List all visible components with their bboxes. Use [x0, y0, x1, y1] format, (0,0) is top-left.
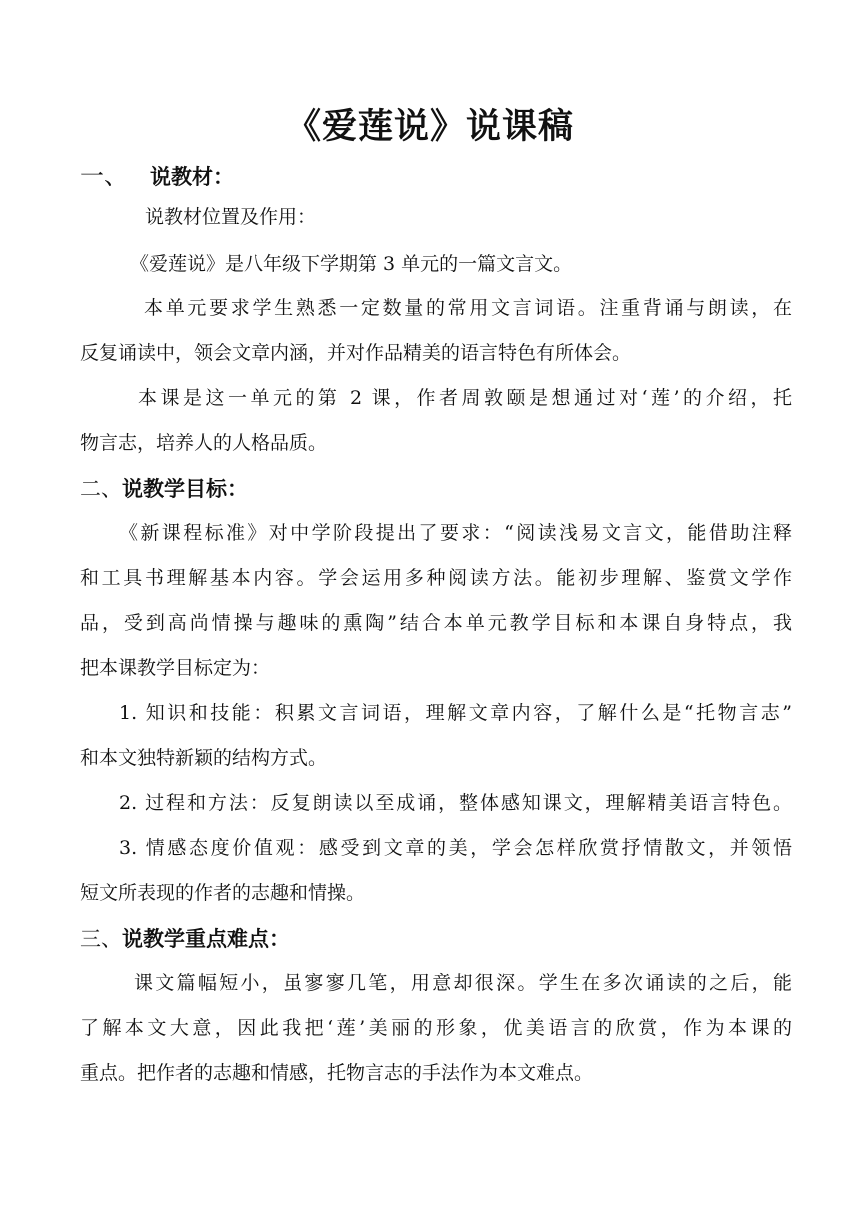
paragraph-line: 《新课程标准》对中学阶段提出了要求：“阅读浅易文言文，能借助注释 [119, 522, 792, 544]
paragraph-line: 2. 过程和方法：反复朗读以至成诵，整体感知课文，理解精美语言特色。 [119, 792, 792, 814]
section-heading-2 [80, 473, 248, 505]
paragraph-line: 把本课教学目标定为： [80, 657, 271, 679]
paragraph-line: 本单元要求学生熟悉一定数量的常用文言词语。注重背诵与朗读，在 [144, 297, 792, 319]
paragraph-line: 1. 知识和技能：积累文言词语，理解文章内容，了解什么是“托物言志” [119, 702, 792, 724]
section-heading-1 [80, 160, 234, 193]
section-heading-3 [80, 923, 290, 955]
paragraph-line: 反复诵读中，领会文章内涵，并对作品精美的语言特色有所体会。 [80, 342, 632, 364]
paragraph-line: 品，受到高尚情操与趣味的熏陶”结合本单元教学目标和本课自身特点，我 [80, 612, 792, 634]
section-title: 说教学目标： [122, 476, 248, 501]
paragraph-line: 3. 情感态度价值观：感受到文章的美，学会怎样欣赏抒情散文，并领悟 [119, 837, 792, 859]
paragraph-line: 短文所表现的作者的志趣和情操。 [80, 882, 366, 904]
section-title: 说教学重点难点： [122, 926, 290, 951]
paragraph-line: 和工具书理解基本内容。学会运用多种阅读方法。能初步理解、鉴赏文学作 [80, 567, 792, 589]
section-number: 一、 [80, 162, 128, 190]
paragraph-line: 说教材位置及作用： [145, 206, 317, 228]
paragraph-line: 《爱莲说》是八年级下学期第 3 单元的一篇文言文。 [130, 253, 573, 275]
paragraph-line: 课文篇幅短小，虽寥寥几笔，用意却很深。学生在多次诵读的之后，能 [134, 972, 792, 994]
section-number: 三、 [80, 927, 122, 951]
paragraph-line: 本课是这一单元的第 2 课，作者周敦颐是想通过对‘莲’的介绍，托 [138, 387, 792, 409]
paragraph-line: 重点。把作者的志趣和情感，托物言志的手法作为本文难点。 [80, 1062, 594, 1084]
paragraph-line: 和本文独特新颖的结构方式。 [80, 747, 328, 769]
section-title: 说教材： [150, 164, 234, 189]
document-title: 《爱莲说》说课稿 [285, 106, 574, 147]
paragraph-line: 了解本文大意，因此我把‘莲’美丽的形象，优美语言的欣赏，作为本课的 [80, 1017, 792, 1039]
paragraph-line: 物言志，培养人的人格品质。 [80, 432, 328, 454]
section-number: 二、 [80, 477, 122, 501]
